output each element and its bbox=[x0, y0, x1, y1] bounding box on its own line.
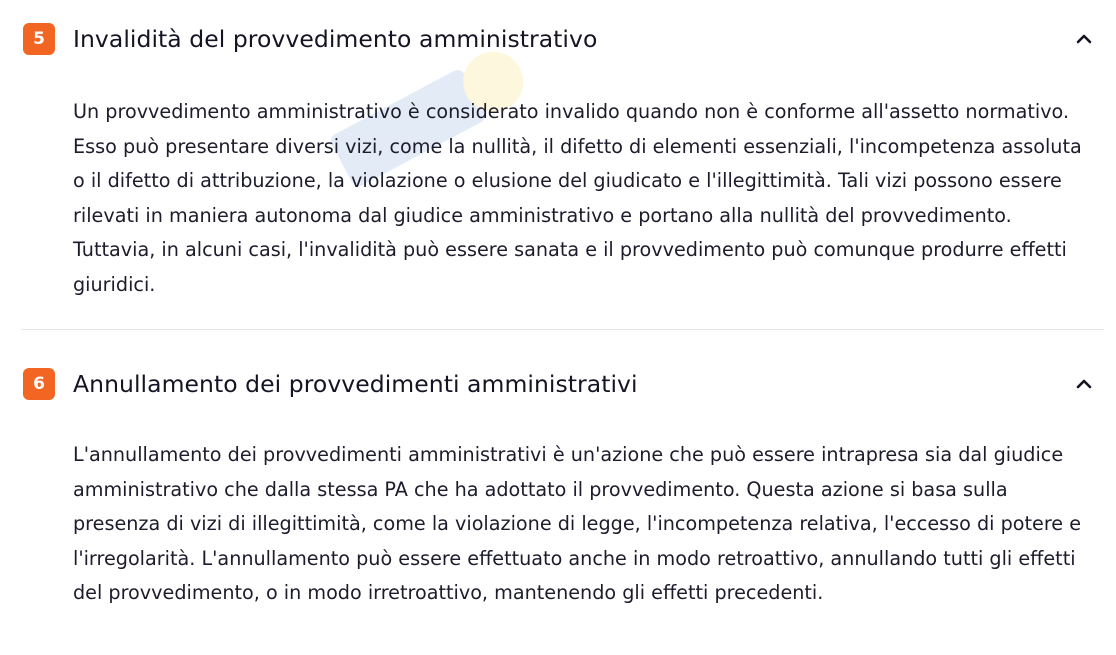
section-divider bbox=[22, 329, 1104, 330]
accordion-header-5[interactable] bbox=[0, 23, 1116, 63]
accordion-section-5 bbox=[0, 23, 1116, 323]
section-body-text: Un provvedimento amministrativo è considerato invalido quando non è conforme all'assetto normativo. Esso può presentare diversi vizi, come la nullità, il difetto di elementi essenziali, l'incompetenza assoluta o il difetto di attribuzione, la violazione o elusione del giudicato e l'illegittimità. Tali vizi possono essere rilevati in maniera autonoma dal giudice amministrativo e portano alla nullità del provvedimento. Tuttavia, in alcuni casi, l'invalidità può essere sanata e il provvedimento può comunque produrre effetti giuridici. bbox=[73, 100, 1082, 296]
section-number-badge: 6 bbox=[23, 368, 55, 400]
section-number-badge: 5 bbox=[23, 23, 55, 55]
accordion-header-6[interactable] bbox=[0, 368, 1116, 408]
section-title: Invalidità del provvedimento amministrativo bbox=[73, 25, 598, 53]
accordion-section-6 bbox=[0, 368, 1116, 655]
chevron-up-icon[interactable] bbox=[1072, 372, 1096, 396]
section-title: Annullamento dei provvedimenti amministrativi bbox=[73, 370, 638, 398]
section-body-text: L'annullamento dei provvedimenti amministrativi è un'azione che può essere intrapresa sia dal giudice amministrativo che dalla stessa PA che ha adottato il provvedimento. Questa azione si basa sulla presenza di vizi di illegittimità, come la violazione di legge, l'incompetenza relativa, l'eccesso di potere e l'irregolarità. L'annullamento può essere effettuato anche in modo retroattivo, annullando tutti gli effetti del provvedimento, o in modo irretroattivo, mantenendo gli effetti precedenti. bbox=[73, 443, 1082, 604]
chevron-up-icon[interactable] bbox=[1072, 27, 1096, 51]
